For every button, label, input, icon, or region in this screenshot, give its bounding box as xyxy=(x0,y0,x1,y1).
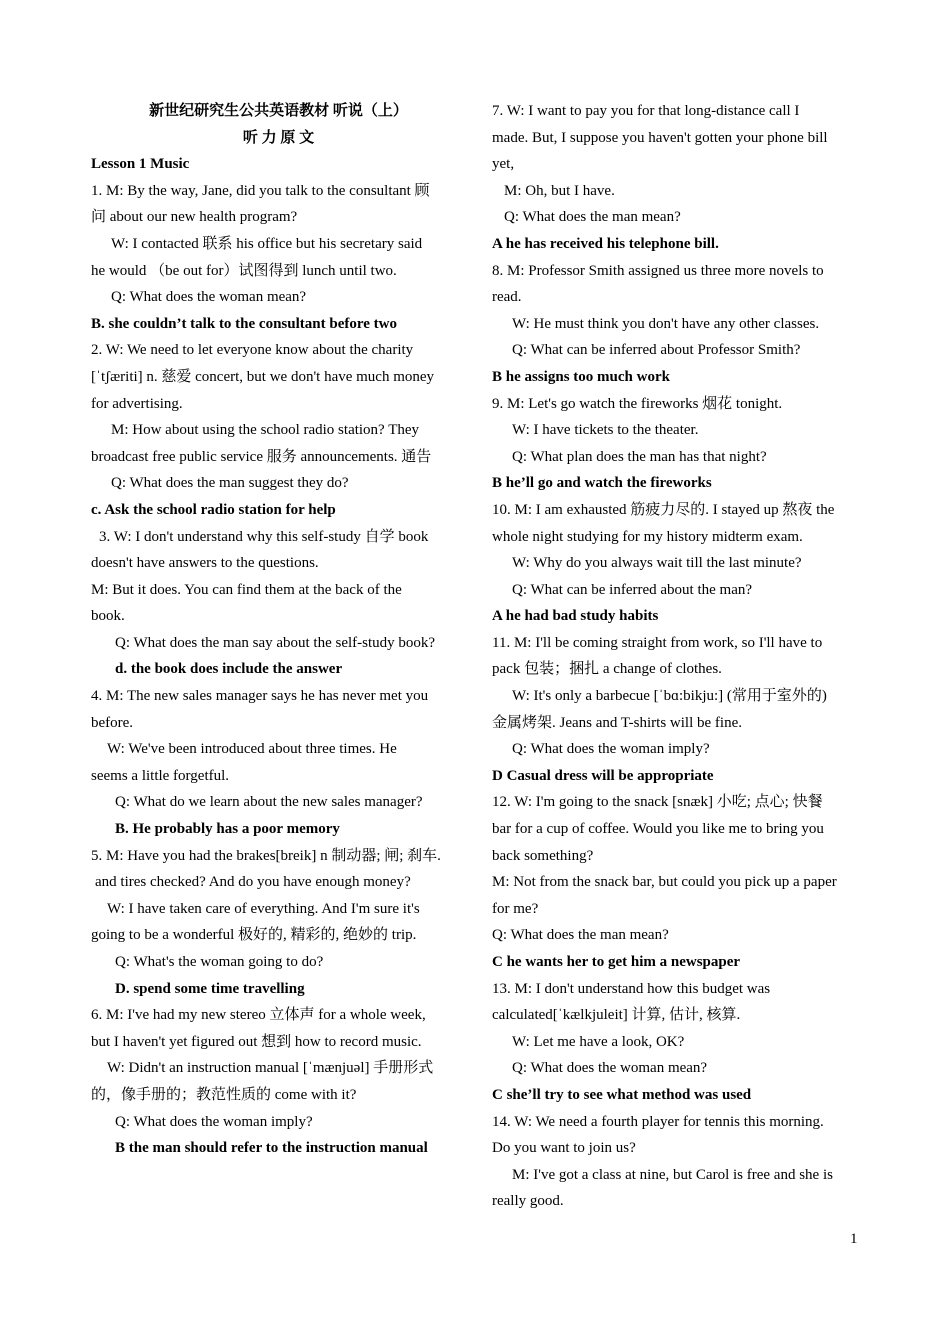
transcript-line: Q: What does the man say about the self-study book? xyxy=(115,634,436,651)
transcript-line: Q: What does the man mean? xyxy=(492,927,669,944)
transcript-line: Q: What does the woman imply? xyxy=(115,1113,313,1130)
transcript-line: M: But it does. You can find them at the back of the xyxy=(91,581,402,598)
transcript-line: W: Didn't an instruction manual [ˈmænjuəl] 手册形式 xyxy=(107,1060,434,1077)
transcript-line: 金属烤架. Jeans and T-shirts will be fine. xyxy=(492,714,742,731)
lesson-heading: Lesson 1 Music xyxy=(91,156,190,173)
transcript-line: made. But, I suppose you haven't gotten your phone bill xyxy=(492,129,828,146)
transcript-line: read. xyxy=(492,289,522,306)
answer-line: B. He probably has a poor memory xyxy=(115,821,340,838)
answer-line: c. Ask the school radio station for help xyxy=(91,501,336,518)
transcript-line: going to be a wonderful 极好的, 精彩的, 绝妙的 trip. xyxy=(91,927,417,944)
transcript-line: 2. W: We need to let everyone know about the charity xyxy=(91,342,414,359)
transcript-line: 1. M: By the way, Jane, did you talk to the consultant 顾 xyxy=(91,182,430,199)
transcript-line: before. xyxy=(91,714,134,731)
transcript-line: 10. M: I am exhausted 筋疲力尽的. I stayed up 熬夜 the xyxy=(492,501,835,518)
transcript-line: 6. M: I've had my new stereo 立体声 for a whole week, xyxy=(91,1007,426,1024)
transcript-line: Q: What can be inferred about the man? xyxy=(512,581,753,598)
transcript-line: Q: What do we learn about the new sales manager? xyxy=(115,794,423,811)
transcript-line: 8. M: Professor Smith assigned us three more novels to xyxy=(492,262,824,279)
answer-line: B the man should refer to the instruction manual xyxy=(115,1140,428,1157)
answer-line: D. spend some time travelling xyxy=(115,980,305,997)
transcript-line: bar for a cup of coffee. Would you like me to bring you xyxy=(492,821,824,838)
transcript-line: but I haven't yet figured out 想到 how to record music. xyxy=(91,1033,422,1050)
transcript-line: 14. W: We need a fourth player for tennis this morning. xyxy=(492,1113,824,1130)
answer-line: D Casual dress will be appropriate xyxy=(492,767,714,784)
transcript-line: he would （be out for）试图得到 lunch until two. xyxy=(91,262,397,279)
transcript-line: yet, xyxy=(492,156,515,173)
transcript-line: doesn't have answers to the questions. xyxy=(91,555,319,572)
transcript-line: 问 about our new health program? xyxy=(91,209,298,226)
transcript-line: pack 包装；捆扎 a change of clothes. xyxy=(492,661,722,678)
right-column xyxy=(492,98,862,1215)
transcript-line: W: Why do you always wait till the last minute? xyxy=(512,555,802,572)
transcript-line: M: Oh, but I have. xyxy=(504,182,615,199)
answer-line: B he’ll go and watch the fireworks xyxy=(492,475,712,492)
transcript-line: back something? xyxy=(492,847,594,864)
document-subtitle: 听 力 原 文 xyxy=(242,129,315,146)
transcript-line: W: I contacted 联系 his office but his secretary said xyxy=(111,235,423,252)
transcript-line: whole night studying for my history midterm exam. xyxy=(492,528,803,545)
answer-line: d. the book does include the answer xyxy=(115,661,343,678)
left-column xyxy=(91,98,466,1162)
transcript-line: 11. M: I'll be coming straight from work, so I'll have to xyxy=(492,634,823,651)
answer-line: A he has received his telephone bill. xyxy=(492,235,719,252)
transcript-line: for me? xyxy=(492,900,539,917)
answer-line: B. she couldn’t talk to the consultant before two xyxy=(91,315,397,332)
transcript-line: W: Let me have a look, OK? xyxy=(512,1033,685,1050)
transcript-line: Q: What can be inferred about Professor Smith? xyxy=(512,342,801,359)
transcript-line: Q: What does the man suggest they do? xyxy=(111,475,349,492)
transcript-line: really good. xyxy=(492,1193,564,1210)
transcript-line: M: Not from the snack bar, but could you pick up a paper xyxy=(492,874,837,891)
transcript-line: W: He must think you don't have any other classes. xyxy=(512,315,820,332)
transcript-line: 5. M: Have you had the brakes[breik] n 制动器; 闸; 刹车. xyxy=(91,847,441,864)
transcript-line: Do you want to join us? xyxy=(492,1140,636,1157)
left-column-lines xyxy=(91,178,466,1162)
transcript-line: [ˈtʃæriti] n. 慈爱 concert, but we don't have much money xyxy=(91,368,435,385)
right-column-lines xyxy=(492,98,862,1215)
transcript-line: calculated[ˈkælkjuleit] 计算, 估计, 核算. xyxy=(492,1007,741,1024)
transcript-line: Q: What does the man mean? xyxy=(504,209,681,226)
transcript-line: seems a little forgetful. xyxy=(91,767,230,784)
transcript-line: 7. W: I want to pay you for that long-distance call I xyxy=(492,103,800,119)
page-number: 1 xyxy=(850,1231,858,1247)
transcript-line: W: I have tickets to the theater. xyxy=(512,422,699,439)
transcript-line: Q: What does the woman mean? xyxy=(111,289,307,306)
transcript-line: W: It's only a barbecue [ˈbɑ:bikju:] (常用于室外的) xyxy=(512,688,827,705)
transcript-line: Q: What does the woman mean? xyxy=(512,1060,708,1077)
transcript-line: Q: What plan does the man has that night? xyxy=(512,448,767,465)
transcript-line: book. xyxy=(91,608,125,625)
transcript-line: M: How about using the school radio station? They xyxy=(111,422,420,439)
transcript-line: broadcast free public service 服务 announcements. 通告 xyxy=(91,448,432,465)
answer-line: B he assigns too much work xyxy=(492,368,670,385)
transcript-line: Q: What does the woman imply? xyxy=(512,741,710,758)
transcript-line: W: I have taken care of everything. And I'm sure it's xyxy=(107,900,420,917)
transcript-line: 9. M: Let's go watch the fireworks 烟花 tonight. xyxy=(492,395,783,412)
transcript-line: 4. M: The new sales manager says he has never met you xyxy=(91,688,429,705)
transcript-line: for advertising. xyxy=(91,395,183,412)
transcript-line: 12. W: I'm going to the snack [snæk] 小吃; 点心; 快餐 xyxy=(492,794,823,811)
transcript-line: 3. W: I don't understand why this self-study 自学 book xyxy=(99,528,429,545)
transcript-line: 的，像手册的；教范性质的 come with it? xyxy=(91,1086,357,1103)
transcript-line: Q: What's the woman going to do? xyxy=(115,954,324,970)
transcript-line: 13. M: I don't understand how this budget was xyxy=(492,980,771,997)
answer-line: C he wants her to get him a newspaper xyxy=(492,954,741,970)
answer-line: C she’ll try to see what method was used xyxy=(492,1086,752,1103)
transcript-line: and tires checked? And do you have enough money? xyxy=(95,874,411,891)
document-title: 新世纪研究生公共英语教材 听说（上） xyxy=(149,103,408,119)
transcript-line: W: We've been introduced about three times. He xyxy=(107,741,397,758)
answer-line: A he had bad study habits xyxy=(492,608,659,625)
transcript-line: M: I've got a class at nine, but Carol is free and she is xyxy=(512,1166,833,1183)
